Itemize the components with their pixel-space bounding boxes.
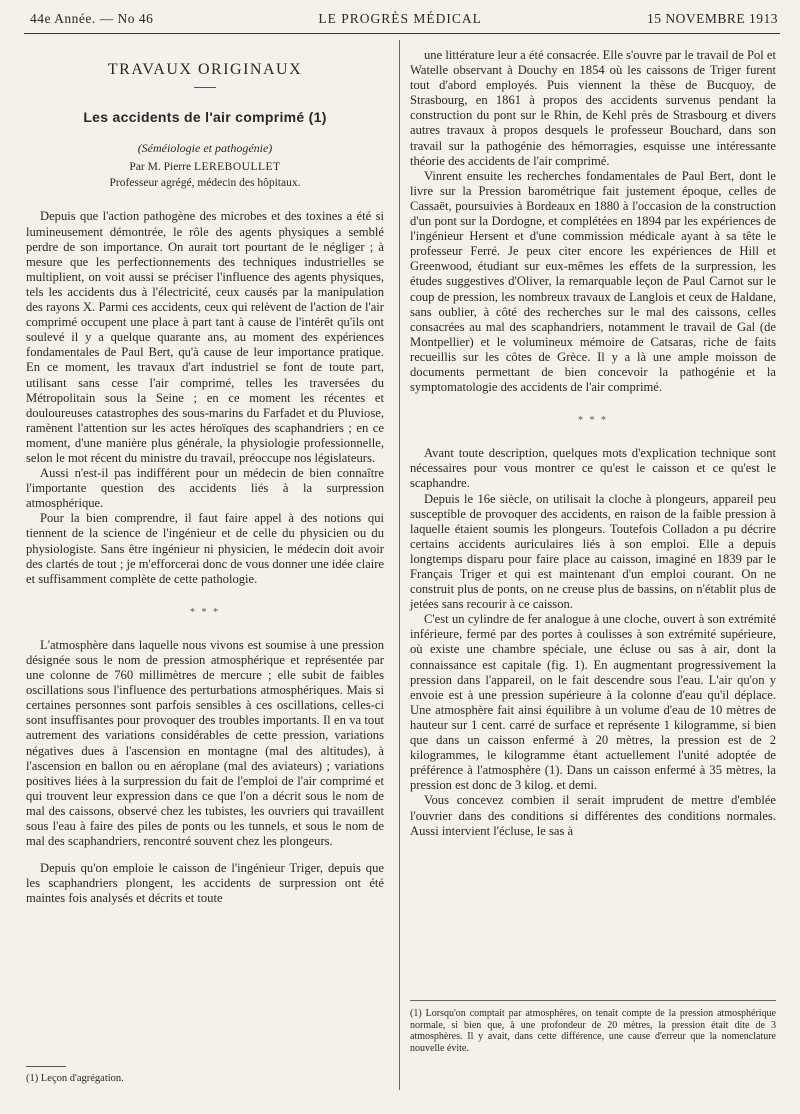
paragraph: Vous concevez combien il serait imprudent de mettre d'emblée l'ouvrier dans des conditions si différentes des conditions normales. Aussi intervient l'écluse, le sas à [410, 793, 776, 838]
author-name: LEREBOULLET [193, 161, 281, 174]
right-column [410, 48, 776, 839]
title-rule [194, 87, 216, 88]
left-column [26, 48, 384, 907]
footnote-text: (1) Leçon d'agrégation. [26, 1073, 124, 1084]
paragraph: Depuis que l'action pathogène des microbes et des toxines a été si lumineusement démontrée, le rôle des agents physiques a semblé perdre de son importance. On aurait tort pourtant de le négliger ; à mesure que les perfectionnements des techniques industrielles se multiplient, on voit aussi se préciser l'influence des agents physiques, tels les accidents dus à l'électricité, ceux causés par la manipulation des rayons X. Parmi ces accidents, ceux qui relèvent de l'action de l'air comprimé occupent une place à part tant à cause de l'intérêt qu'ils ont soulevé il y a quelque quarante ans, au moment des expériences fondamentales de Paul Bert, qu'à cause de leur importance pratique. En ce moment, les travaux d'art industriel se font de toute part, utilisant sans cesse l'air comprimé, telles les traversées du Métropolitain sous la Seine ; en ce moment les récentes et douloureuses catastrophes des sous-marins du Farfadet et du Pluviose, ramènent l'attention sur les actes héroïques des scaphandriers ; en ce moment, d'une manière plus générale, la physiologie professionnelle, selon le mot récent du ministre du travail, préoccupe nos législateurs. [26, 209, 384, 465]
paragraph-gap [26, 849, 384, 861]
left-footnote [26, 1062, 124, 1084]
footnote-rule [26, 1066, 66, 1067]
column-divider [399, 40, 400, 1090]
footnote-rule [410, 1000, 776, 1001]
page-header [30, 8, 778, 30]
article-subtitle: (Séméiologie et pathogénie) [137, 141, 273, 156]
author-line [26, 160, 384, 175]
section-separator: * * * [190, 606, 220, 618]
journal-title: LE PROGRÈS MÉDICAL [318, 11, 482, 26]
paragraph: Pour la bien comprendre, il faut faire appel à des notions qui tiennent de la science de l'ingénieur et de celle du physicien ou du physiologiste. Sans être ingénieur ni physicien, le médecin doit avoir des clartés de tout ; je m'efforcerai donc de vous donner une idée claire et suffisamment complète de cette pathologie. [26, 511, 384, 586]
paragraph: C'est un cylindre de fer analogue à une cloche, ouvert à son extrémité inférieure, fermé par des portes à coulisses à son extrémité supérieure, où existe une chambre spéciale, une écluse ou sas à air, dont la connaissance est capitale (fig. 1). En augmentant progressivement la pression dans l'appareil, on le fait descendre sous l'eau. L'air qu'on y envoie est à une pression supérieure à la colonne d'eau qu'il déplace. Une atmosphère fait ainsi équilibre à un volume d'eau de 10 mètres de hauteur sur 1 cent. carré de surface et représente 1 kilogramme, si bien que dans un caisson enfermé à 20 mètres, la pression est de 2 kilogrammes, le kilogramme étant actuellement l'unité adoptée de préférence à l'atmosphère (1). Dans un caisson enfermé à 35 mètres, la pression est donc de 3 kilog. et demi. [410, 612, 776, 793]
author-affiliation: Professeur agrégé, médecin des hôpitaux. [109, 177, 301, 190]
paragraph: une littérature leur a été consacrée. Elle s'ouvre par le travail de Pol et Watelle observant à Douchy en 1854 où les caissons de Triger furent tout d'abord employés. Puis viennent la thèse de Bucquoy, de Strasbourg, en 1861 à propos des accidents survenus pendant la construction du pont sur le Rhin, de Kehl près de Strasbourg et divers autres travaux à propos desquels le professeur Bouchard, dans son travail sur la pathogénie des hémorragies, esquisse une intéressante théorie des accidents de l'air comprimé. [410, 48, 776, 168]
section-title: TRAVAUX ORIGINAUX [107, 61, 303, 78]
issue-date: 15 NOVEMBRE 1913 [646, 11, 778, 26]
paragraph: Vinrent ensuite les recherches fondamentales de Paul Bert, dont le livre sur la Pression barométrique fait justement époque, celles de Cassaët, poursuivies à Bordeaux en 1880 à l'occasion de la construction d'un pont sur la Dordogne, et complétées en 1894 par les expériences de l'ingénieur Hersent et d'une commission médicale ayant à sa tête le professeur Ferré. Je peux citer encore les expériences de Hill et Greenwood, étudiant sur eux-mêmes les effets de la surpression, les études suggestives d'Oliver, la remarquable leçon de Paul Carnot sur le coup de pression, les nombreux travaux de Langlois et ceux de Haldane, sans oublier, à côté des recherches sur le mal des caissons, celles consacrées au mal des scaphandriers, notamment le travail de Gal (de Montpellier) et le volumineux mémoire de Catsaras, riche de faits recueillis sur les côtes de Grèce. Il y a là une ample moisson de documents permettant de bien concevoir la pathogénie et la symptomatologie des accidents de l'air comprimé. [410, 168, 776, 395]
right-footnote [410, 1008, 776, 1054]
paragraph: Aussi n'est-il pas indifférent pour un médecin de bien connaître l'importante question des accidents liés à la surpression atmosphérique. [26, 466, 384, 511]
paragraph: Depuis le 16e siècle, on utilisait la cloche à plongeurs, appareil peu susceptible de provoquer des accidents, en raison de la faible pression à laquelle étaient soumis les plongeurs. Toutefois Colladon a pu décrire certains accidents auriculaires liés à son emploi. Elle a depuis longtemps disparu pour faire place au caisson, imaginé en 1839 par le Français Triger et qui est maintenant d'un emploi courant. On ne construit plus de ponts, on ne creuse plus de bassins, on n'établit plus de jetées sans recourir à ce caisson. [410, 491, 776, 612]
header-rule [24, 33, 780, 34]
paragraph: L'atmosphère dans laquelle nous vivons est soumise à une pression désignée sous le nom de pression atmosphérique et représentée par une colonne de 760 millimètres de mercure ; elle subit de faibles oscillations sous l'influence des perturbations atmosphériques. Mais si certaines personnes sont parfois sensibles à ces oscillations, celles-ci sont insuffisantes pour provoquer des troubles importants. Il en va tout autrement des variations considérables de cette pression, variations négatives dues à l'ascension en montagne (mal des altitudes), à l'ascension en ballon ou en aéroplane (mal des aviateurs) ; variations positives liées à la surpression du fait de l'emploi de l'air comprimé et qui trouvent leur expression dans ce que l'on a décrit sous le nom de mal des caissons, observé chez les tubistes, les ouvriers qui travaillent sous l'eau à faire des piles de ponts ou les tunnels, et sous le nom de mal des scaphandriers, rencontré souvent chez les plongeurs. [26, 637, 384, 849]
paragraph: Depuis qu'on emploie le caisson de l'ingénieur Triger, depuis que les scaphandriers plongent, les accidents de surpression ont été maintes fois analysés et décrits et toute [26, 861, 384, 906]
article-title: Les accidents de l'air comprimé (1) [83, 109, 327, 126]
author-prefix: Par M. Pierre [129, 161, 192, 174]
footnote-text: (1) Lorsqu'on comptait par atmosphères, on tenait compte de la pression atmosphérique normale, si bien que, à une profondeur de 20 mètres, la pression était dite de 3 atmosphères. Il y avait, dans cette différence, une cause d'erreur que la nomenclature nouvelle évite. [410, 1008, 776, 1054]
issue-number: 44e Année. — No 46 [30, 11, 154, 26]
paragraph: Avant toute description, quelques mots d'explication technique sont nécessaires pour vous montrer ce qu'est le caisson et ce qu'est le scaphandre. [410, 446, 776, 491]
section-separator: * * * [578, 415, 608, 427]
